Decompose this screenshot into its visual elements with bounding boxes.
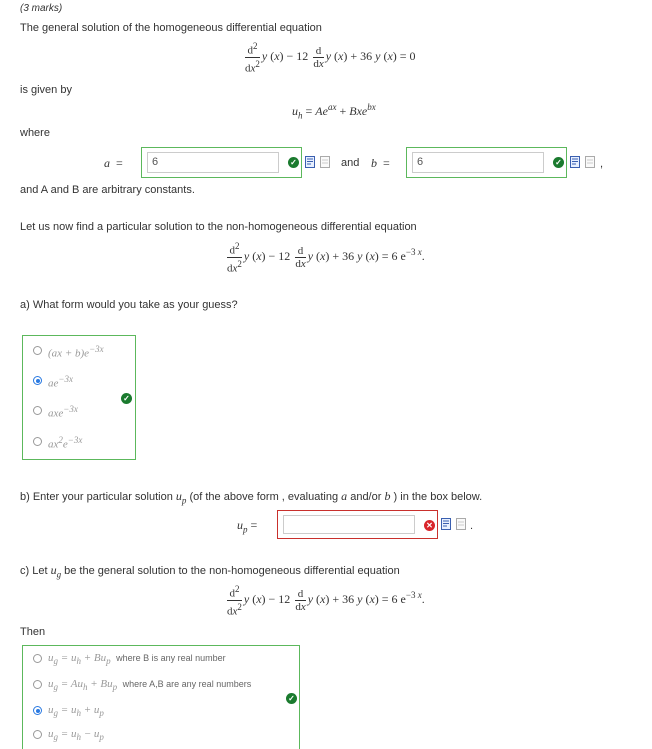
a-answer-box: [141, 147, 302, 178]
nonhomogeneous-equation: $\frac{d^2}{dx^2}$ y (x) − 12 $\frac{d}{dx}$ y (x) + 36 y (x) = 6 $e^{-3 x}$.: [227, 241, 425, 275]
let-us-text: Let us now find a particular solution to the non-homogeneous differential equation: [20, 221, 417, 233]
error-icon: ✕: [424, 520, 435, 531]
preview-document-icon[interactable]: [441, 518, 451, 530]
b-answer-box: [406, 147, 567, 178]
b-label: b =: [371, 156, 390, 170]
radio-button[interactable]: [33, 680, 42, 689]
up-input[interactable]: [283, 515, 415, 534]
blank-document-icon[interactable]: [456, 518, 466, 530]
general-options-box: $u_g = u_h + Bu_p$ where B is any real number $u_g = Au_h + Bu_p$ where A,B are any real numbers $u_g = u_h + u_p$ $u_g = u_h - u_p$ ✓: [22, 645, 300, 749]
check-icon: ✓: [286, 693, 297, 704]
blank-document-icon[interactable]: [320, 156, 330, 168]
period: .: [470, 520, 474, 532]
part-c-question: c) Let $u_g$ be the general solution to the non-homogeneous differential equation: [20, 563, 400, 580]
part-a-question: a) What form would you take as your guess?: [20, 299, 238, 311]
homogeneous-equation: $\frac{d^2}{dx^2}$ y (x) − 12 $\frac{d}{dx}$ y (x) + 36 y (x) = 0: [245, 41, 416, 75]
check-icon: ✓: [553, 157, 564, 168]
guess-options-box: $(ax + b)e^{-3x}$ $ae^{-3x}$ axe$^{-3x}$ $ax^2e^{-3x}$ ✓: [22, 335, 136, 460]
nonhomogeneous-equation-2: $\frac{d^2}{dx^2}$ y (x) − 12 $\frac{d}{dx}$ y (x) + 36 y (x) = 6 $e^{-3 x}$.: [227, 584, 425, 618]
marks-label: (3 marks): [20, 3, 63, 14]
radio-button[interactable]: [33, 346, 42, 355]
part-b-question: b) Enter your particular solution $u_p$ (of the above form , evaluating a and/or b ) in the box below.: [20, 489, 483, 506]
a-input[interactable]: 6: [147, 152, 279, 173]
then-text: Then: [20, 626, 46, 638]
intro-text: The general solution of the homogeneous differential equation: [20, 22, 322, 34]
blank-document-icon[interactable]: [585, 156, 595, 168]
constants-text: and A and B are arbitrary constants.: [20, 184, 195, 196]
radio-button[interactable]: [33, 654, 42, 663]
radio-button-selected[interactable]: [33, 706, 42, 715]
and-word: and: [341, 157, 360, 169]
check-icon: ✓: [288, 157, 299, 168]
a-label: a =: [104, 156, 123, 170]
radio-button[interactable]: [33, 437, 42, 446]
uh-equation: $u_h = Ae^{ax} + Bxe^{bx}$: [292, 102, 376, 121]
up-answer-box: [277, 510, 438, 539]
preview-document-icon[interactable]: [305, 156, 315, 168]
radio-button[interactable]: [33, 730, 42, 739]
up-label: $u_p$ =: [237, 518, 258, 535]
preview-document-icon[interactable]: [570, 156, 580, 168]
comma: ,: [600, 158, 604, 170]
check-icon: ✓: [121, 393, 132, 404]
where-text: where: [20, 127, 50, 139]
radio-button-selected[interactable]: [33, 376, 42, 385]
is-given-by-text: is given by: [20, 84, 72, 96]
radio-button[interactable]: [33, 406, 42, 415]
b-input[interactable]: 6: [412, 152, 544, 173]
